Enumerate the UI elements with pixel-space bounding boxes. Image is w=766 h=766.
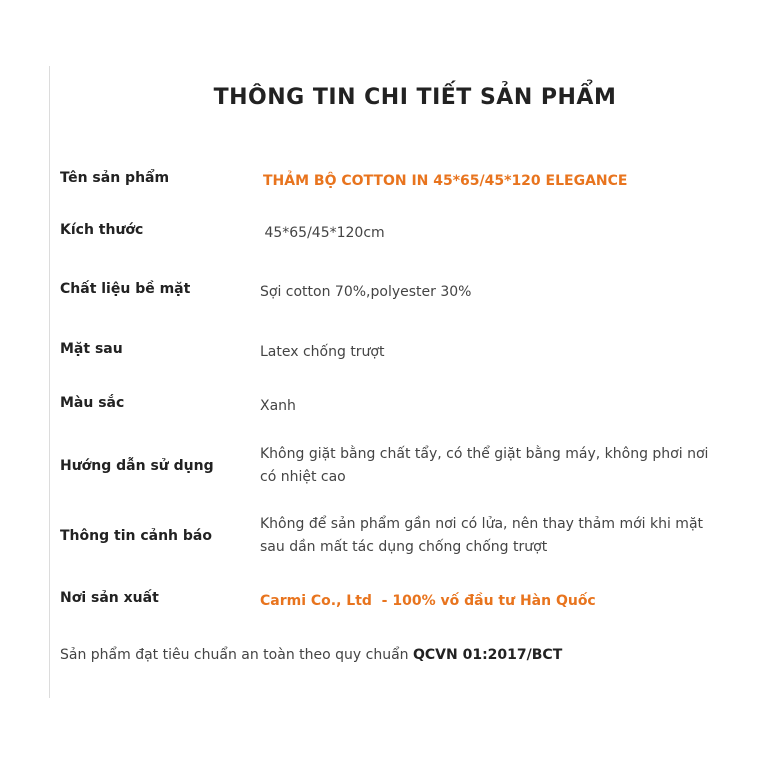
left-divider <box>49 66 50 698</box>
row-value: Latex chống trượt <box>260 344 385 360</box>
row-label: Kích thước <box>60 222 144 238</box>
row-label: Hướng dẫn sử dụng <box>60 458 214 474</box>
row-label: Tên sản phẩm <box>60 170 170 186</box>
row-value: 45*65/45*120cm <box>260 225 385 241</box>
row-label: Thông tin cảnh báo <box>60 528 212 544</box>
row-value: Không để sản phẩm gần nơi có lửa, nên thay thảm mới khi mặt sau dần mất tác dụng chống chống trượt <box>260 516 704 555</box>
row-label: Chất liệu bề mặt <box>60 281 191 297</box>
standard-code: QCVN 01:2017/BCT <box>412 647 563 663</box>
page-title: THÔNG TIN CHI TIẾT SẢN PHẨM <box>213 85 617 110</box>
row-label: Mặt sau <box>60 341 123 357</box>
row-value: THẢM BỘ COTTON IN 45*65/45*120 ELEGANCE <box>263 173 628 189</box>
row-value: Sợi cotton 70%,polyester 30% <box>260 284 472 300</box>
standard-note <box>60 647 562 663</box>
row-value: Xanh <box>260 398 296 414</box>
row-value: Carmi Co., Ltd - 100% vố đầu tư Hàn Quốc <box>260 593 596 609</box>
row-value: Không giặt bằng chất tẩy, có thể giặt bằng máy, không phơi nơi có nhiệt cao <box>260 446 709 485</box>
standard-note-text: Sản phẩm đạt tiêu chuẩn an toàn theo quy chuẩn <box>60 647 413 663</box>
row-label: Màu sắc <box>60 395 125 411</box>
row-label: Nơi sản xuất <box>60 590 159 606</box>
